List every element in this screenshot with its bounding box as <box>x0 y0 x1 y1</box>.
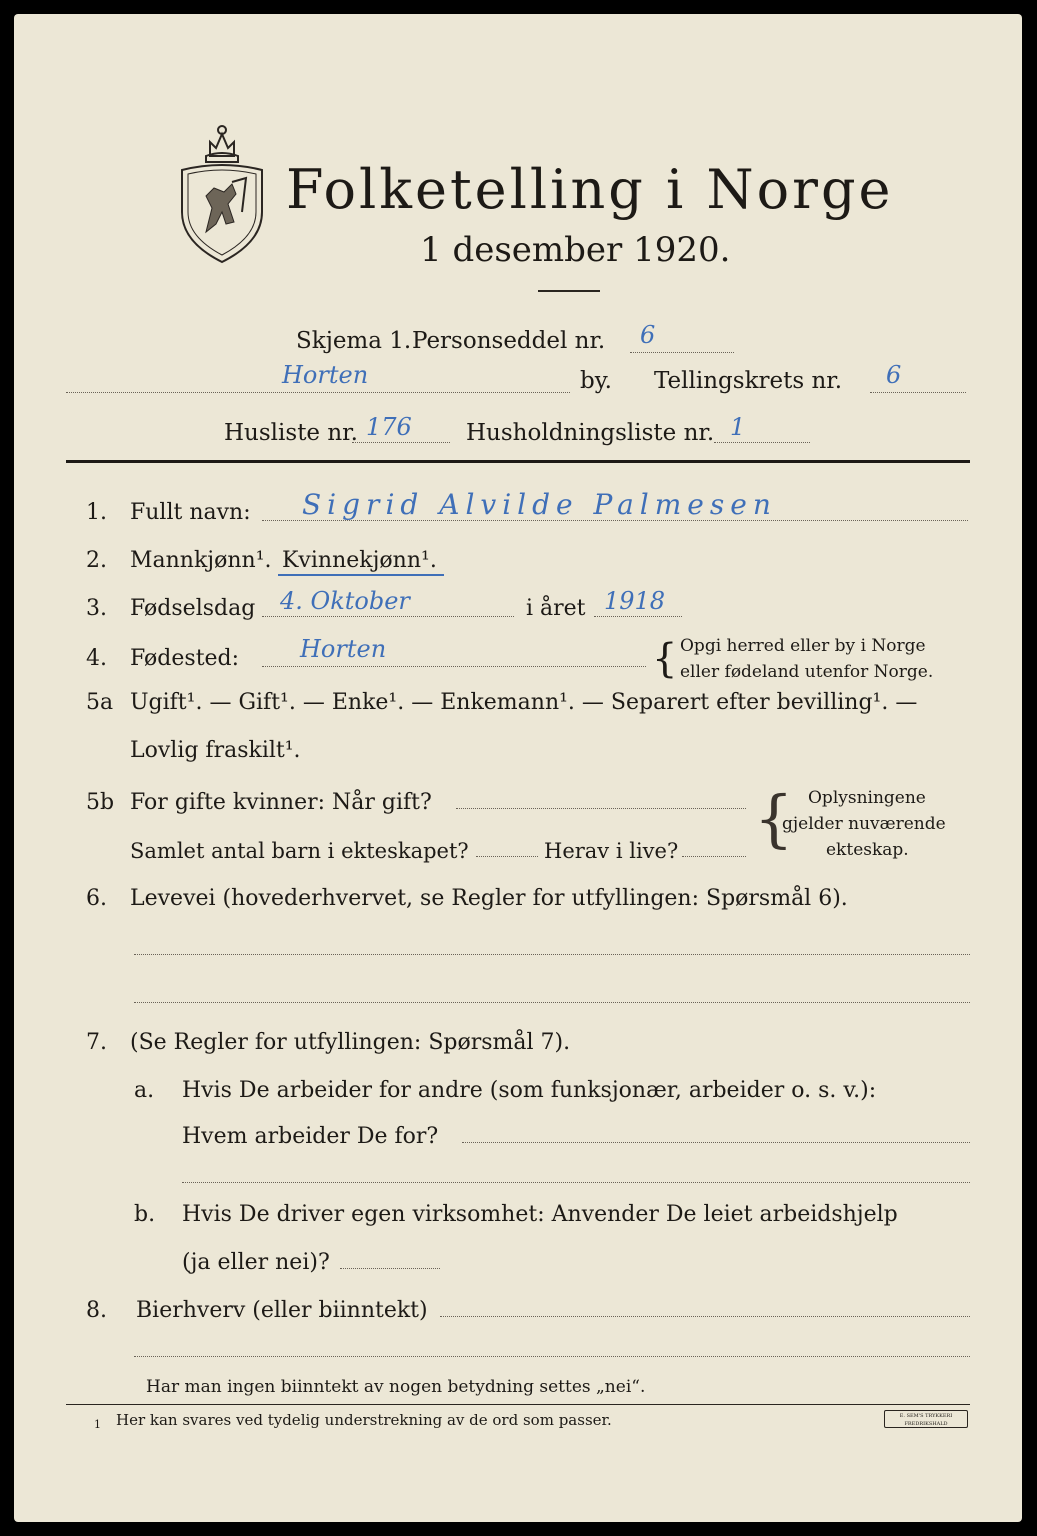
q2-male-option[interactable]: Mannkjønn¹. <box>130 548 272 573</box>
q8-line1 <box>440 1316 970 1317</box>
husholdningsliste-value[interactable]: 1 <box>730 413 746 441</box>
q4-brace: { <box>652 636 678 682</box>
footnote-mark: 1 <box>94 1418 101 1431</box>
husliste-value[interactable]: 176 <box>366 413 412 441</box>
q3-year-line <box>594 616 682 617</box>
q4-number: 4. <box>86 646 107 671</box>
q2-number: 2. <box>86 548 107 573</box>
q3-line <box>262 616 514 617</box>
q2-female-option[interactable]: Kvinnekjønn¹. <box>282 548 437 573</box>
form-title: Folketelling i Norge <box>286 158 894 221</box>
q4-line <box>262 666 646 667</box>
q6-label: Levevei (hovederhvervet, se Regler for utfyllingen: Spørsmål 6). <box>130 886 848 911</box>
q8-line2 <box>134 1356 970 1357</box>
q5b-alive-label: Herav i live? <box>544 839 679 863</box>
q4-birthplace-value[interactable]: Horten <box>300 635 387 663</box>
place-value[interactable]: Horten <box>282 361 369 389</box>
footer-note: Har man ingen biinntekt av nogen betydning settes „nei“. <box>146 1377 646 1397</box>
q5b-number: 5b <box>86 790 115 815</box>
skjema-label: Skjema 1. <box>296 328 412 354</box>
q7a-line2: Hvem arbeider De for? <box>182 1124 439 1149</box>
q5b-when-married-line <box>456 808 746 809</box>
q4-note-line2: eller fødeland utenfor Norge. <box>680 662 934 682</box>
q3-year-label: i året <box>526 596 586 621</box>
q5b-children-line <box>476 856 538 857</box>
q7a-line1: Hvis De arbeider for andre (som funksjonær, arbeider o. s. v.): <box>182 1078 877 1103</box>
header-rule <box>66 460 970 463</box>
q5b-note-line2: gjelder nuværende <box>782 814 946 834</box>
q3-birthday-value[interactable]: 4. Oktober <box>280 587 410 615</box>
q5a-options-line2[interactable]: Lovlig fraskilt¹. <box>130 738 301 763</box>
q5a-number: 5a <box>86 690 114 715</box>
husholdningsliste-label: Husholdningsliste nr. <box>466 420 715 446</box>
norway-coat-of-arms-icon <box>176 112 268 268</box>
q7a-letter: a. <box>134 1078 155 1103</box>
q3-number: 3. <box>86 596 107 621</box>
q3-year-value[interactable]: 1918 <box>604 587 666 615</box>
census-date: 1 desember 1920. <box>420 230 731 270</box>
husholdningsliste-line <box>714 442 810 443</box>
q7b-line2: (ja eller nei)? <box>182 1250 330 1275</box>
q7-number: 7. <box>86 1030 107 1055</box>
printer-stamp-text: E. SEM'S TRYKKERI FREDRIKSHALD <box>899 1413 953 1427</box>
q6-number: 6. <box>86 886 107 911</box>
q4-note-line1: Opgi herred eller by i Norge <box>680 636 926 656</box>
q2-female-underline <box>278 574 444 576</box>
q7b-line1: Hvis De driver egen virksomhet: Anvender De leiet arbeidshjelp <box>182 1202 898 1227</box>
personseddel-line <box>630 352 734 353</box>
q5b-note-line3: ekteskap. <box>826 840 909 860</box>
place-line <box>66 392 570 393</box>
husliste-label: Husliste nr. <box>224 420 358 446</box>
personseddel-value[interactable]: 6 <box>640 321 656 349</box>
q7-label: (Se Regler for utfyllingen: Spørsmål 7). <box>130 1030 571 1055</box>
q7a-answer-line2 <box>182 1182 970 1183</box>
q7b-answer-line <box>340 1268 440 1269</box>
q1-fullname-value[interactable]: Sigrid Alvilde Palmesen <box>302 488 777 521</box>
title-divider <box>538 290 600 292</box>
q5b-children-label: Samlet antal barn i ekteskapet? <box>130 839 469 863</box>
tellingskrets-value[interactable]: 6 <box>886 361 902 389</box>
footer-rule <box>66 1404 970 1405</box>
q5b-when-married-label: For gifte kvinner: Når gift? <box>130 790 432 815</box>
q6-line1 <box>134 954 970 955</box>
q5b-alive-line <box>682 856 746 857</box>
q1-label: Fullt navn: <box>130 500 251 525</box>
q8-number: 8. <box>86 1298 107 1323</box>
tellingskrets-line <box>870 392 966 393</box>
q8-label: Bierhverv (eller biinntekt) <box>136 1298 428 1323</box>
by-label: by. <box>580 368 612 394</box>
q5a-options-line1[interactable]: Ugift¹. — Gift¹. — Enke¹. — Enkemann¹. — Separert efter bevilling¹. — <box>130 690 918 715</box>
q5b-brace: { <box>754 782 794 855</box>
printer-stamp <box>884 1410 968 1428</box>
q5b-note-line1: Oplysningene <box>808 788 926 808</box>
husliste-line <box>352 442 450 443</box>
footnote-text: Her kan svares ved tydelig understrekning av de ord som passer. <box>116 1411 612 1429</box>
q7b-letter: b. <box>134 1202 156 1227</box>
q7a-answer-line <box>462 1142 970 1143</box>
personseddel-label: Personseddel nr. <box>412 328 606 354</box>
tellingskrets-label: Tellingskrets nr. <box>654 368 843 394</box>
q6-line2 <box>134 1002 970 1003</box>
q3-label: Fødselsdag <box>130 596 256 621</box>
q1-number: 1. <box>86 500 107 525</box>
q1-line <box>262 520 968 521</box>
q4-label: Fødested: <box>130 646 240 671</box>
